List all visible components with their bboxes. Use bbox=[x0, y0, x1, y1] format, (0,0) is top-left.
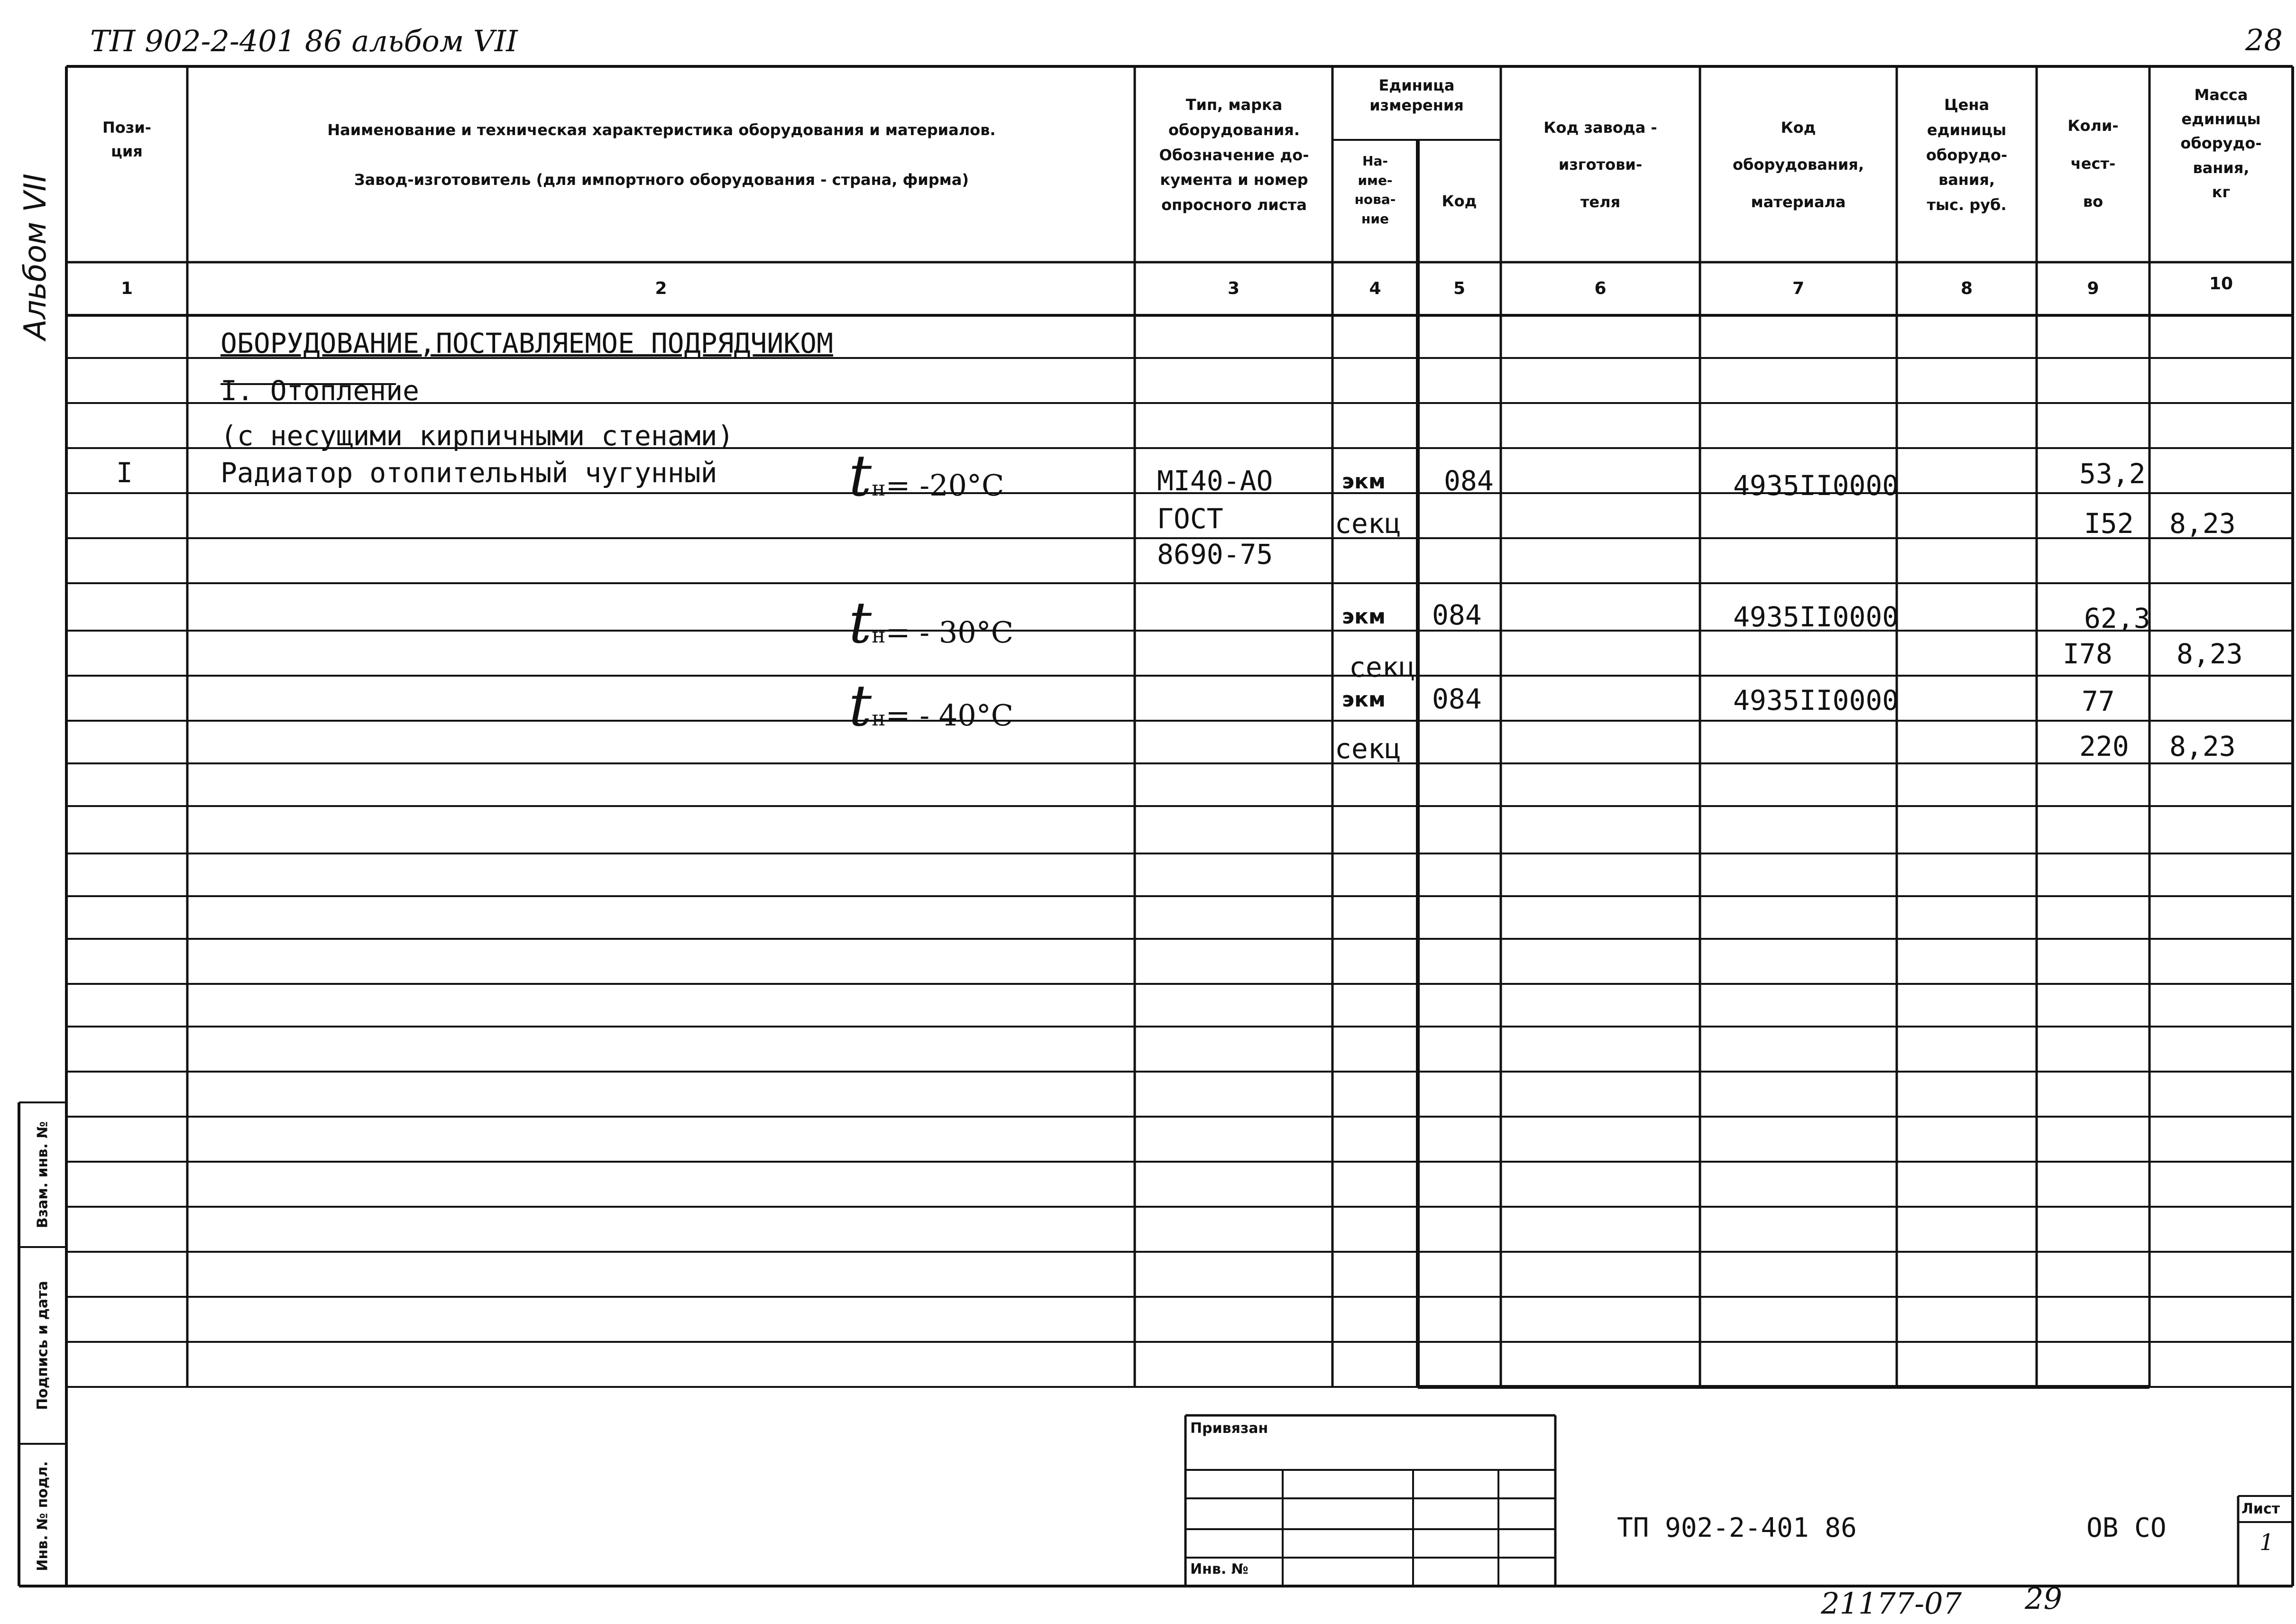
header-equipment-code: Код оборудования, материала bbox=[1733, 119, 1864, 211]
header-type: Тип, марка оборудования. Обозначение до- кумента и номер опросного листа bbox=[1159, 96, 1309, 214]
unit-sekc-3: секц bbox=[1335, 733, 1401, 765]
unit-ekm-3: экм bbox=[1342, 688, 1386, 712]
sheet-number: 1 bbox=[2259, 1529, 2274, 1556]
unit-sekc-2: секц bbox=[1349, 651, 1415, 683]
unit-code-2: 084 bbox=[1432, 599, 1482, 631]
equipment-code-1: 4935II0000 bbox=[1733, 469, 1899, 502]
temp-label-30: tн= - 30°С bbox=[849, 590, 1014, 656]
stamp-tied: Привязан bbox=[1190, 1420, 1268, 1437]
archive-page: 29 bbox=[2025, 1581, 2062, 1616]
quantity-sections-2: I78 bbox=[2063, 638, 2112, 670]
mass-2: 8,23 bbox=[2177, 638, 2243, 670]
item-type: МI40-АО bbox=[1157, 465, 1273, 497]
quantity-2: 62,3 bbox=[2084, 602, 2150, 634]
quantity-3: 77 bbox=[2082, 685, 2115, 717]
header-price: Цена единицы оборудо- вания, тыс. руб. bbox=[1926, 96, 2008, 214]
mass-1: 8,23 bbox=[2169, 507, 2236, 540]
section-title: ОБОРУДОВАНИЕ,ПОСТАВЛЯЕМОЕ ПОДРЯДЧИКОМ bbox=[220, 327, 834, 359]
unit-ekm-1: экм bbox=[1342, 469, 1386, 494]
quantity-sections-3: 220 bbox=[2079, 730, 2129, 762]
header-name-a: Наименование и техническая характеристика оборудования и материалов. bbox=[327, 121, 996, 139]
header-unit-code: Код bbox=[1442, 192, 1477, 210]
quantity-sections-1: I52 bbox=[2084, 507, 2134, 540]
stamp-original-inv: Инв. № подл. bbox=[34, 1461, 51, 1571]
col-number-7: 7 bbox=[1792, 279, 1805, 298]
unit-sekc-1: секц bbox=[1335, 507, 1401, 540]
equipment-code-2: 4935II0000 bbox=[1733, 601, 1899, 633]
item-standard-number: 8690-75 bbox=[1157, 538, 1273, 570]
stamp-signature-date: Подпись и дата bbox=[34, 1281, 51, 1410]
col-number-9: 9 bbox=[2087, 279, 2099, 298]
stamp-replacement-inv: Взам. инв. № bbox=[34, 1121, 51, 1229]
doc-mark: ОВ СО bbox=[2086, 1513, 2167, 1543]
item-position: I bbox=[116, 457, 133, 489]
album-side-label: Альбом VII bbox=[18, 173, 53, 340]
header-position: Пози- ция bbox=[102, 119, 152, 160]
subsection-title: I. Отопление bbox=[220, 375, 420, 407]
stamp-inv-number: Инв. № bbox=[1190, 1561, 1249, 1578]
header-unit-name: На- име- нова- ние bbox=[1354, 153, 1396, 227]
item-name: Радиатор отопительный чугунный bbox=[220, 457, 717, 489]
col-number-5: 5 bbox=[1453, 279, 1466, 298]
col-number-1: 1 bbox=[120, 279, 133, 298]
col-number-10: 10 bbox=[2209, 274, 2233, 294]
temp-label-20: tн= -20°С bbox=[849, 443, 1004, 509]
col-number-3: 3 bbox=[1227, 279, 1240, 298]
header-quantity: Коли- чест- во bbox=[2067, 117, 2119, 211]
col-number-8: 8 bbox=[1960, 279, 1973, 298]
temp-label-40: tн= - 40°С bbox=[849, 673, 1014, 739]
header-factory-code: Код завода - изготови- теля bbox=[1543, 119, 1657, 211]
unit-ekm-2: экм bbox=[1342, 605, 1386, 629]
col-number-4: 4 bbox=[1369, 279, 1381, 298]
unit-code-3: 084 bbox=[1432, 683, 1482, 715]
item-standard: ГОСТ bbox=[1157, 503, 1223, 535]
subsection-note: (с несущими кирпичными стенами) bbox=[220, 420, 734, 452]
unit-code-1: 084 bbox=[1444, 465, 1494, 497]
sheet-label: Лист bbox=[2241, 1501, 2280, 1517]
col-number-6: 6 bbox=[1594, 279, 1607, 298]
mass-3: 8,23 bbox=[2169, 730, 2236, 762]
album-header: ТП 902-2-401 86 альбом VII bbox=[90, 24, 518, 58]
doc-code: ТП 902-2-401 86 bbox=[1617, 1513, 1857, 1543]
equipment-code-3: 4935II0000 bbox=[1733, 684, 1899, 716]
archive-number: 21177-07 bbox=[1821, 1586, 1962, 1621]
header-unit: Единица измерения bbox=[1369, 76, 1464, 114]
header-mass: Масса единицы оборудо- вания, кг bbox=[2180, 86, 2262, 201]
col-number-2: 2 bbox=[655, 279, 667, 298]
quantity-1: 53,2 bbox=[2079, 458, 2146, 490]
header-name-b: Завод-изготовитель (для импортного оборудования - страна, фирма) bbox=[354, 171, 969, 189]
page-number: 28 bbox=[2245, 23, 2283, 57]
